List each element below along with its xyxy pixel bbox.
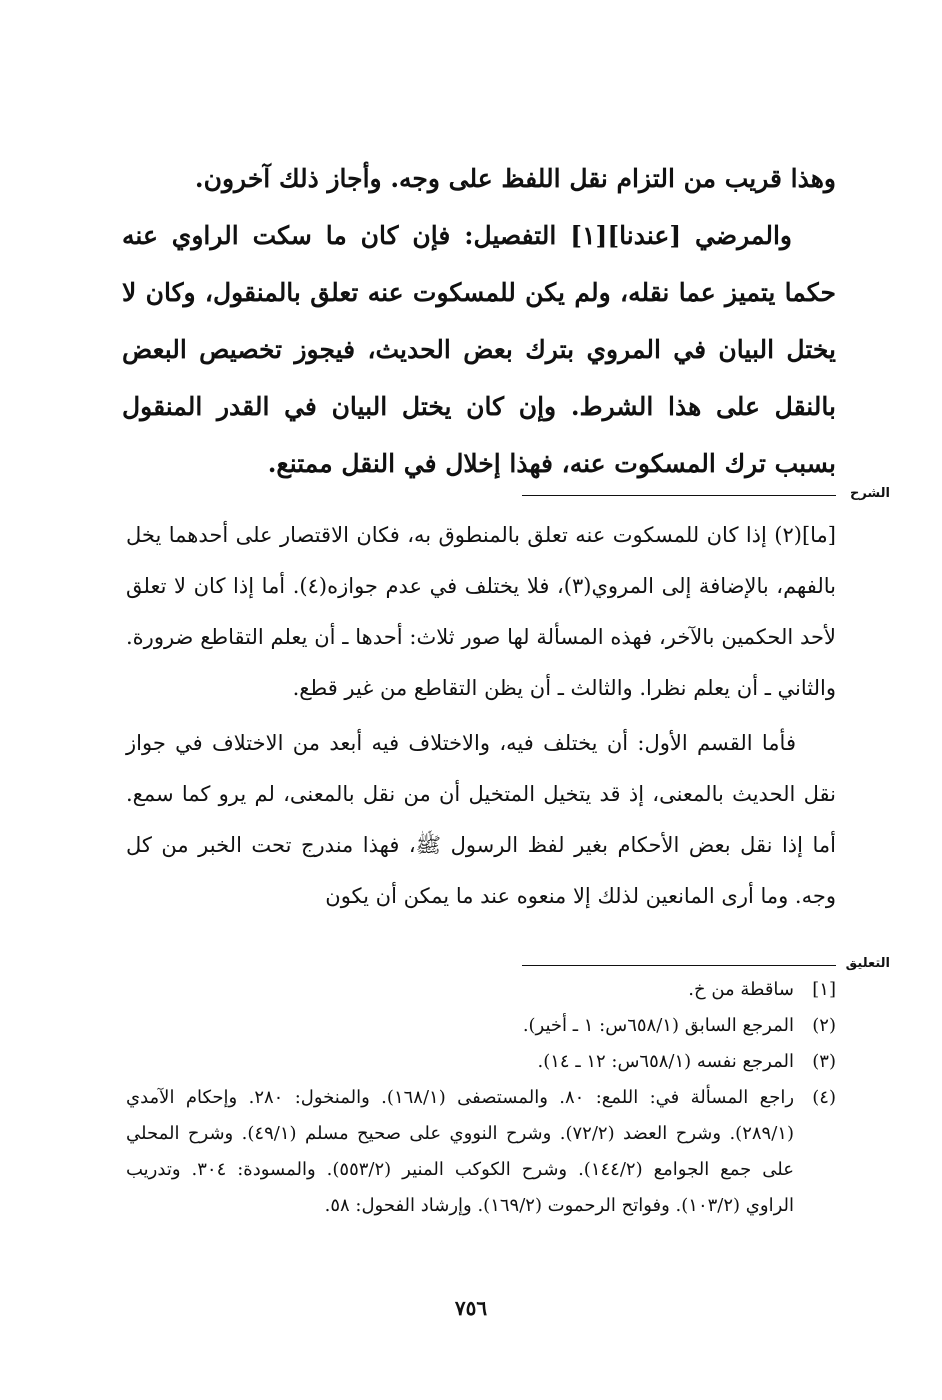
commentary-paragraph-1: [ما](٢) إذا كان للمسكوت عنه تعلق بالمنطوق به، فكان الاقتصار على أحدهما يخل بالفهم، بالإضافة إلى المروي(٣)، فلا يختلف في عدم جوازه(٤). أما إذا كان لا تعلق لأحد الحكمين بالآخر، فهذه المسألة لها صور ثلاث: أحدها ـ أن يعلم التقاطع ضرورة. والثاني ـ أن يعلم نظرا. والثالث ـ أن يظن التقاطع من غير قطع. — [126, 523, 836, 700]
taliq-label: التعليق — [845, 956, 890, 971]
footnotes — [126, 972, 836, 1224]
footnote-number: (٣) — [812, 1051, 836, 1072]
sharh-divider — [522, 495, 836, 496]
main-text-paragraph-2: والمرضي [عندنا][١] التفصيل: فإن كان ما سكت الراوي عنه حكما يتميز عما نقله، ولم يكن للمسكوت عنه تعلق بالمنقول، وكان لا يختل البيان في المروي بترك بعض الحديث، فيجوز تخصيص البعض بالنقل على هذا الشرط. وإن كان يختل البيان في القدر المنقول بسبب ترك المسكوت عنه، فهذا إخلال في النقل ممتنع. — [122, 221, 836, 478]
main-text-paragraph-1: وهذا قريب من التزام نقل اللفظ على وجه. وأجاز ذلك آخرون. — [194, 164, 836, 193]
commentary-paragraph-2: فأما القسم الأول: أن يختلف فيه، والاختلاف فيه أبعد من الاختلاف في جواز نقل الحديث بالمعنى، إذ قد يتخيل المتخيل أن من نقل بالمعنى، لم يرو كما سمع. أما إذا نقل بعض الأحكام بغير لفظ الرسول ﷺ، فهذا مندرج تحت الخبر من كل وجه. وما أرى المانعين لذلك إلا منعوه عند ما يمكن أن يكون — [126, 731, 836, 908]
footnote-1 — [126, 972, 836, 1008]
footnote-4 — [126, 1080, 836, 1224]
footnote-3 — [126, 1044, 836, 1080]
footnote-number: (٤) — [812, 1087, 836, 1108]
commentary-text — [126, 510, 836, 922]
footnote-text: المرجع السابق (٦٥٨/١س: ١ ـ أخير). — [522, 1015, 794, 1036]
footnote-number: (٢) — [812, 1015, 836, 1036]
footnote-2 — [126, 1008, 836, 1044]
footnotes-divider — [522, 965, 836, 966]
main-text — [122, 150, 836, 492]
sharh-label: الشرح — [849, 486, 890, 501]
footnote-number: [١] — [812, 979, 836, 1000]
footnote-text: ساقطة من خ. — [688, 979, 794, 1000]
footnote-text: المرجع نفسه (٦٥٨/١س: ١٢ ـ ١٤). — [537, 1051, 794, 1072]
footnote-text: راجع المسألة في: اللمع: ٨٠. والمستصفى (١٦٨/١). والمنخول: ٢٨٠. وإحكام الآمدي (٢٨٩/١). وشرح العضد (٧٢/٢). وشرح النووي على صحيح مسلم (٤٩/١). وشرح المحلي على جمع الجوامع (١٤٤/٢). وشرح الكوكب المنير (٥٥٣/٢). والمسودة: ٣٠٤. وتدريب الراوي (١٠٣/٢). وفواتح الرحموت (١٦٩/٢). وإرشاد الفحول: ٥٨. — [126, 1087, 795, 1216]
page-number: ٧٥٦ — [454, 1296, 488, 1320]
